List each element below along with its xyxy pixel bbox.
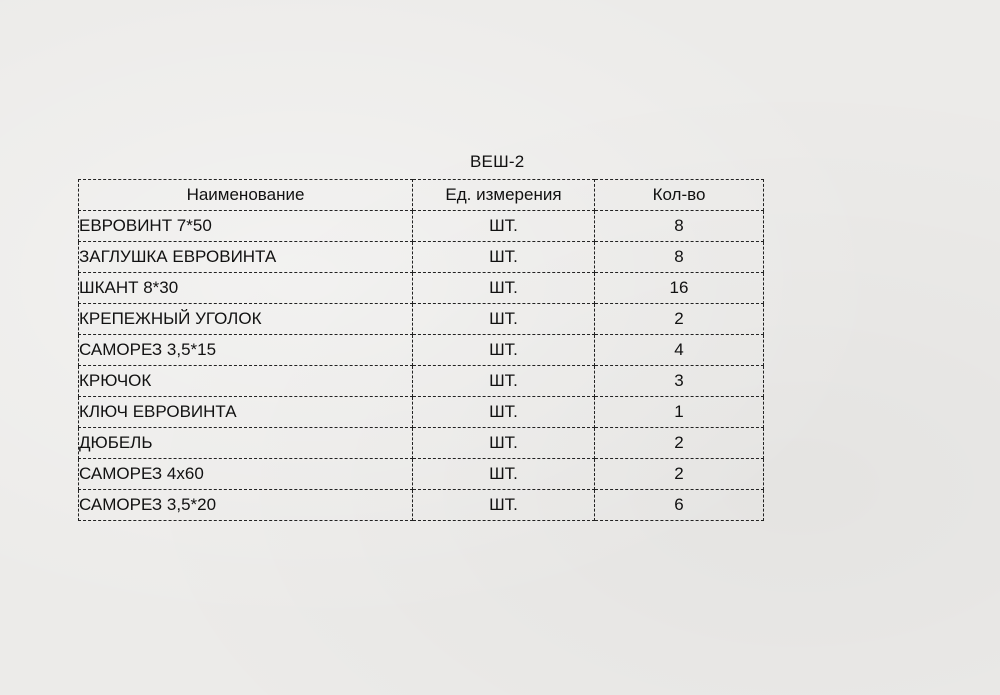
cell-unit: ШТ. [413, 242, 595, 273]
cell-unit: ШТ. [413, 273, 595, 304]
cell-name: ДЮБЕЛЬ [79, 428, 413, 459]
table-row [79, 242, 764, 273]
cell-qty: 8 [595, 242, 764, 273]
cell-unit: ШТ. [413, 335, 595, 366]
cell-qty: 2 [595, 459, 764, 490]
cell-name: КРЮЧОК [79, 366, 413, 397]
cell-qty: 1 [595, 397, 764, 428]
table-row [79, 397, 764, 428]
header-name: Наименование [79, 180, 413, 211]
parts-table [78, 179, 764, 521]
cell-unit: ШТ. [413, 304, 595, 335]
cell-qty: 16 [595, 273, 764, 304]
document-title: ВЕШ-2 [470, 152, 525, 171]
cell-qty: 2 [595, 304, 764, 335]
table-row [79, 211, 764, 242]
cell-name: КРЕПЕЖНЫЙ УГОЛОК [79, 304, 413, 335]
header-unit: Ед. измерения [413, 180, 595, 211]
table-row [79, 459, 764, 490]
cell-name: ШКАНТ 8*30 [79, 273, 413, 304]
cell-qty: 6 [595, 490, 764, 521]
cell-qty: 8 [595, 211, 764, 242]
header-qty: Кол-во [595, 180, 764, 211]
cell-qty: 2 [595, 428, 764, 459]
cell-unit: ШТ. [413, 366, 595, 397]
cell-unit: ШТ. [413, 211, 595, 242]
table-row [79, 428, 764, 459]
cell-unit: ШТ. [413, 428, 595, 459]
table-row [79, 335, 764, 366]
cell-name: ЗАГЛУШКА ЕВРОВИНТА [79, 242, 413, 273]
table-row [79, 366, 764, 397]
cell-name: САМОРЕЗ 3,5*20 [79, 490, 413, 521]
cell-name: САМОРЕЗ 3,5*15 [79, 335, 413, 366]
table-row [79, 490, 764, 521]
cell-qty: 3 [595, 366, 764, 397]
cell-unit: ШТ. [413, 397, 595, 428]
table-header-row [79, 180, 764, 211]
cell-unit: ШТ. [413, 490, 595, 521]
cell-name: САМОРЕЗ 4x60 [79, 459, 413, 490]
cell-name: КЛЮЧ ЕВРОВИНТА [79, 397, 413, 428]
table-row [79, 304, 764, 335]
cell-qty: 4 [595, 335, 764, 366]
cell-unit: ШТ. [413, 459, 595, 490]
cell-name: ЕВРОВИНТ 7*50 [79, 211, 413, 242]
table-row [79, 273, 764, 304]
